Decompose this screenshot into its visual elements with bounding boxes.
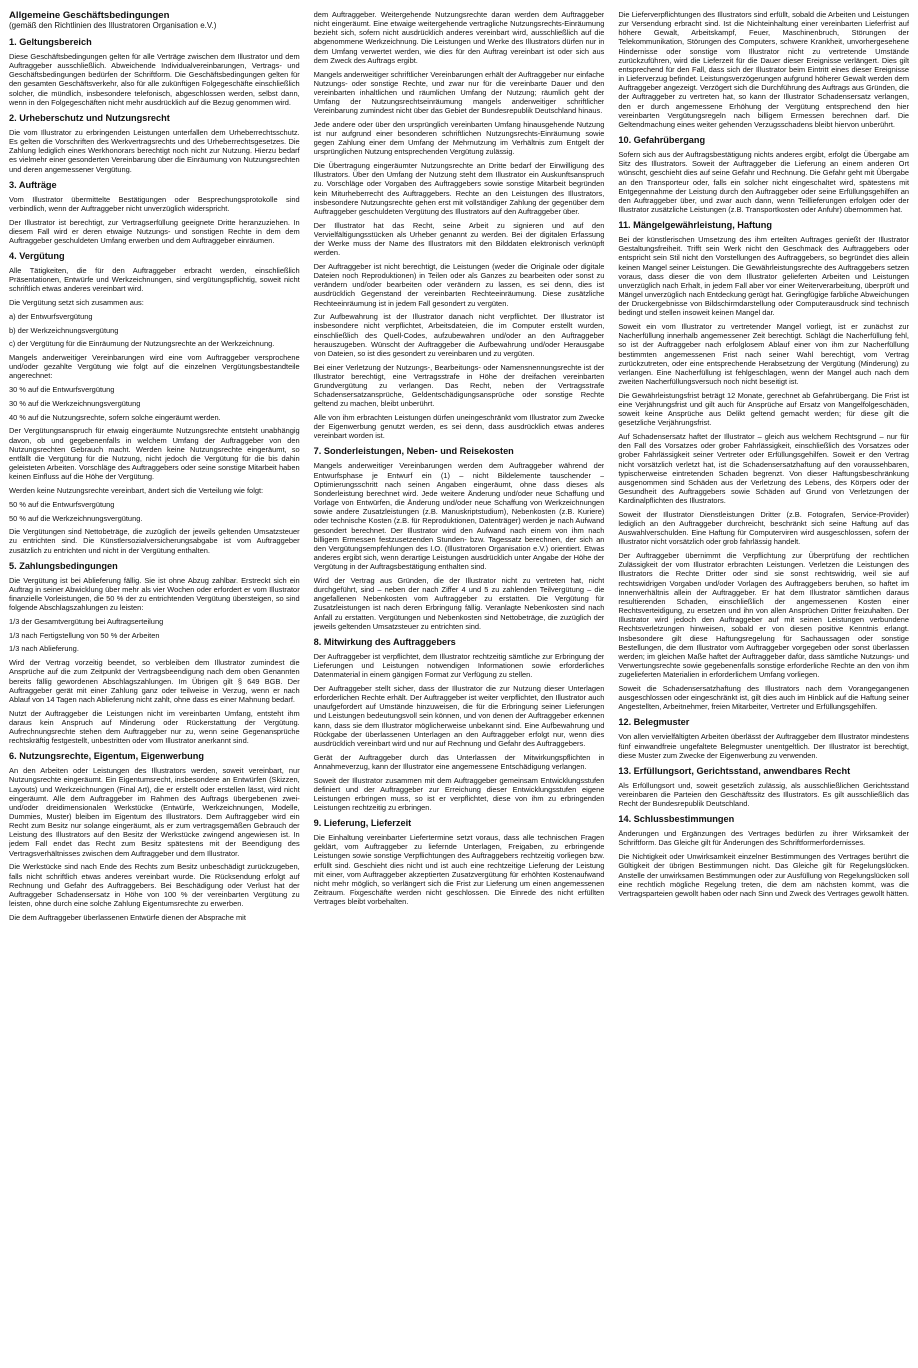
section-paragraph: 1/3 nach Ablieferung. <box>9 644 79 654</box>
section-paragraph: Nutzt der Auftraggeber die Leistungen nicht im vereinbarten Umfang, entsteht ihm daraus kein Anspruch auf Minderung oder Rückerstattung der Vergütung. Aufrechnungsrechte stehen dem Auftraggeber nur zu, wenn seine Gegenansprüche rechtskräftig festgestellt, unbestritten oder vom Illustrator anerkannt sind. <box>9 708 300 746</box>
section-heading: 4. Vergütung <box>9 251 65 262</box>
section-paragraph: Der Auftraggeber übernimmt die Verpflichtung zur Überprüfung der rechtlichen Zulässigkeit der vom Illustrator erbrachten Leistungen. Verletzen die Leistungen des Illustrators die Rechte Dritter oder sind sie sonst rechtswidrig, weil sie auf rechtswidrigen Vorgaben und/oder Vorlagen des Auftraggebers beruhen, so haftet im Innenverhältnis allein der Auftraggeber. Er hat dem Illustrator sämtlichen daraus resultierenden Schaden, einschließlich der angemessenen Kosten einer Rechtsverteidigung, zu ersetzen und ihn von allen Ansprüchen Dritter freizuhalten. Der Illustrator wird jedoch den Auftraggeber auf mit seinen Leistungen verbundene Rechtsverletzungen hinweisen, sobald er von diesen positive Kenntnis erlangt. Insbesondere gilt diese Haftungsregelung für Sachaussagen oder sonstige Bestellungen, die dem Illustrator vom Auftraggeber vorgegeben oder sonst überlassen werden; im gleichen Maße haftet der Auftraggeber dafür, dass sämtliche Nutzungs- und Verwertungsrechte sowie gegebenenfalls sonstige erforderliche Rechte an den von ihm zugelieferten Materialien in erforderlichem Umfang vorliegen. <box>618 551 910 680</box>
section-paragraph: Mangels anderweitiger schriftlicher Vereinbarungen erhält der Auftraggeber nur einfache Nutzungs- oder sonstige Rechte, und zwar nur für die vereinbarte Dauer und den vereinbarten inhaltlichen und räumlichen Umfang der Nutzung; räumlich geht der Umfang der Nutzungsrechtseinräumung mangels anderweitiger schriftlicher Vereinbarung zumindest nicht über das Gebiet der Bundesrepublik Deutschland hinaus. <box>313 69 605 116</box>
section-paragraph: Die Werkstücke sind nach Ende des Rechts zum Besitz unbeschädigt zurückzugeben, falls nicht schriftlich etwas anderes vereinbart wurde. Die Rücksendung erfolgt auf Rechnung und Gefahr des Auftraggebers. Bei Beschädigung oder Verlust hat der Auftraggeber Schadensersatz in Höhe von 100 % der vereinbarten Vergütung zu leisten, ohne durch eine solche Zahlung Eigentumsrechte zu erwerben. <box>9 862 300 908</box>
section-paragraph: Alle von ihm erbrachten Leistungen dürfen uneingeschränkt vom Illustrator zum Zwecke der Eigenwerbung genutzt werden, es sei denn, dass ausdrücklich etwas anderes vereinbart worden ist. <box>313 413 605 441</box>
section-paragraph: Die Übertragung eingeräumter Nutzungsrechte an Dritte bedarf der Einwilligung des Illustrators. Über den Umfang der Nutzung steht dem Illustrator ein Auskunftsanspruch zu. Vorschläge oder Vorgaben des Auftraggebers sowie sonstige Mitarbeit begründen kein Miturheberrecht des Auftraggebers. Rechte an den Leistungen des Illustrators, insbesondere Nutzungsrechte gehen erst mit vollständiger Zahlung der gegenüber dem Auftraggeber geschuldeten Vergütung des Illustrators auf den Auftraggeber über. <box>313 161 605 216</box>
section-paragraph: Soweit die Schadensersatzhaftung des Illustrators nach dem Vorangegangenen ausgeschlossen oder eingeschränkt ist, gilt dies auch im Hinblick auf die Haftung seiner Angestellten, Arbeitnehmer, freien Mitarbeiter, Vertreter und Erfüllungsgehilfen. <box>618 683 910 712</box>
section-heading: 7. Sonderleistungen, Neben- und Reisekosten <box>313 446 514 457</box>
section-paragraph: Die Nichtigkeit oder Unwirksamkeit einzelner Bestimmungen des Vertrages berührt die Gültigkeit der übrigen Bestimmungen nicht. Das Gleiche gilt für Regelungslücken. Anstelle der unwirksamen Bestimmungen oder zur Ausfüllung von Regelungslücken soll eine rechtlich mögliche Regelung treten, die dem am nächsten kommt, was die Vertragsparteien gewollt haben oder nach Sinn und Zweck des Vertrages gewollt hätten. <box>618 852 910 898</box>
section-paragraph: An den Arbeiten oder Leistungen des Illustrators werden, soweit vereinbart, nur Nutzungsrechte eingeräumt. Ein Eigentumsrecht, insbesondere an Entwürfen (Skizzen, Layouts) und Werkzeichnungen (Final Art), die er erstellt oder erstellen lässt, wird nicht eingeräumt. Alle dem Auftraggeber im Rahmen des Auftrags übergebenen zwei- und/oder dreidimensionalen Werkstücke (Entwürfe, Werkzeichnungen, Modelle, Dummies, Muster) bleiben im Eigentum des Illustrators. Dem Auftraggeber wird ein Recht zum Besitz nur solange eingeräumt, als er zum vertragsgemäßen Gebrauch der Leistung des Illustrators auf den Besitz der Werkstücke zwingend angewiesen ist. In jedem Fall endet das Recht zum Besitz spätestens mit der Beendigung des Vertragsverhältnisses zwischen dem Auftraggeber und dem Illustrator. <box>9 766 300 858</box>
section-paragraph: Soweit der Illustrator Dienstleistungen Dritter (z.B. Fotografen, Service-Provider) lediglich an den Auftraggeber durchreicht, beschränkt sich seine Haftung auf das Auswahlverschulden. Eine Haftung für Computerviren wird ausgeschlossen, sofern der Illustrator nicht vorsätzlich oder grob fahrlässig handelt. <box>618 509 910 547</box>
section-paragraph: Die Vergütungen sind Nettobeträge, die zuzüglich der jeweils geltenden Umsatzsteuer zu entrichten sind. Die Künstlersozialversicherungsabgabe ist vom Auftraggeber zusätzlich zu entrichten und nicht in der Vergütung enthalten. <box>9 527 300 555</box>
section-paragraph: 50 % auf die Werkzeichnungsvergütung. <box>9 513 143 523</box>
section-paragraph: 50 % auf die Entwurfsvergütung <box>9 499 115 509</box>
section-paragraph: Auf Schadensersatz haftet der Illustrator – gleich aus welchem Rechtsgrund – nur für den Fall des Vorsatzes oder grober Fahrlässigkeit, einschließlich des Vorsatzes oder grober Fahrlässigkeit seiner Vertreter oder Erfüllungsgehilfen. Soweit er den Vertrag nicht vorsätzlich verletzt hat, ist die Schadensersatzhaftung auf den voraussehbaren, typischerweise eintretenden Schaden begrenzt. Von dieser Haftungsbeschränkung ausgenommen sind Schäden aus der Verletzung des Lebens, des Körpers oder der Gesundheit des Auftraggebers sowie Schäden auf Grund von Verletzungen der Kardinalpflichten des Illustrators. <box>618 432 910 506</box>
section-paragraph: Vom Illustrator übermittelte Bestätigungen oder Besprechungsprotokolle sind verbindlich, wenn der Auftraggeber nicht unverzüglich widerspricht. <box>9 194 300 213</box>
section-heading: 5. Zahlungsbedingungen <box>9 560 118 571</box>
section-paragraph: Werden keine Nutzungsrechte vereinbart, ändert sich die Verteilung wie folgt: <box>9 486 264 495</box>
column-3 <box>618 10 909 1362</box>
column-container <box>9 10 909 1362</box>
section-paragraph: Der Illustrator hat das Recht, seine Arbeit zu signieren und auf den Vervielfältigungsstücken als Urheber genannt zu werden. Bei der digitalen Erfassung der Werke muss der Name des Illustrators mit den Bilddaten elektronisch verknüpft werden. <box>313 220 605 258</box>
section-paragraph: Sofern sich aus der Auftragsbestätigung nichts anderes ergibt, erfolgt die Übergabe am Sitz des Illustrators. Soweit der Auftraggeber die Lieferung an einem anderen Ort wünscht, geschieht dies auf seine Gefahr und Rechnung. Die Gefahr geht mit Übergabe an den Transporteur oder, falls ein solcher nicht eingeschaltet wird, spätestens mit Entgegennahme der Leistung durch den Auftraggeber oder seine Erfüllungsgehilfen an den Auftraggeber über, und zwar auch dann, wenn Teillieferungen erfolgen oder der Illustrator zusätzliche Leistungen (z.B. Transportkosten oder Anfuhr) übernommen hat. <box>618 150 910 214</box>
section-heading: 11. Mängelgewährleistung, Haftung <box>618 220 773 231</box>
section-paragraph: Die Gewährleistungsfrist beträgt 12 Monate, gerechnet ab Gefahrübergang. Die Frist ist eine Verjährungsfrist und gilt auch für Ansprüche auf Ersatz von Mangelfolgeschäden, soweit keine Ansprüche aus Delikt geltend gemacht werden; für diese gilt die gesetzliche Verjährungsfrist. <box>618 390 910 428</box>
document-subtitle: (gemäß den Richtlinien des Illustratoren Organisation e.V.) <box>9 21 217 30</box>
section-heading: 3. Aufträge <box>9 179 57 190</box>
section-paragraph: Jede andere oder über den ursprünglich vereinbarten Umfang hinausgehende Nutzung ist nur aufgrund einer besonderen schriftlichen Nutzungsrechts-Einräumung sowie gegen Zahlung einer dem Umfang der Mehrnutzung im Verhältnis zum Entgelt der ursprünglichen Nutzung entsprechenden Vergütung zulässig. <box>313 119 605 157</box>
section-paragraph: Die Einhaltung vereinbarter Liefertermine setzt voraus, dass alle technischen Fragen geklärt, vom Auftraggeber zu liefernde Unterlagen, Freigaben, zu erbringende Leistungen sowie sonstige Verpflichtungen des Auftraggebers rechtzeitig vorliegen bzw. erfüllt sind. Geschieht dies nicht und ist auch eine rechtzeitige Lieferung der Leistung mit einer, vom Auftraggeber akzeptierten Zusatzvergütung für erhöhten Kostenaufwand nicht mehr möglich, so verlängert sich die Frist zur Lieferung um einen angemessenen Zeitraum. Fixgeschäfte werden nicht geschlossen. Die Einrede des nicht erfüllten Vertrages bleibt vorbehalten. <box>313 833 605 907</box>
document-title: Allgemeine Geschäftsbedingungen <box>9 10 170 21</box>
section-heading: 10. Gefahrübergang <box>618 135 706 146</box>
section-heading: 2. Urheberschutz und Nutzungsrecht <box>9 112 170 123</box>
section-paragraph: Die dem Auftraggeber überlassenen Entwürfe dienen der Absprache mit <box>9 912 246 922</box>
section-paragraph: c) der Vergütung für die Einräumung der Nutzungsrechte an der Werkzeichnung. <box>9 339 275 349</box>
section-paragraph: Änderungen und Ergänzungen des Vertrages bedürfen zu ihrer Wirksamkeit der Schriftform. Das Gleiche gilt für Änderungen des Schriftformerfordernisses. <box>618 829 910 848</box>
section-paragraph: dem Auftraggeber. Weitergehende Nutzungsrechte daran werden dem Auftraggeber nicht eingeräumt. Eine etwaige weitergehende vertragliche Nutzungsrechts-Einräumung bezieht sich, sofern nicht ausdrücklich anderes vereinbart wird, ausschließlich auf die abgenommene Werkzeichnung. Die Leistungen und Werke des Illustrators dürfen nur in dem Umfang verwertet werden, wie dies für den Auftrag vereinbart ist oder sich aus dem Zweck des Auftrags ergibt. <box>313 10 605 65</box>
section-paragraph: Soweit ein vom Illustrator zu vertretender Mangel vorliegt, ist er zunächst zur Nacherfüllung innerhalb angemessener Zeit berechtigt. Schlägt die Nacherfüllung fehl, so ist der Auftraggeber nach erfolglosem Ablauf einer von ihm zur Nacherfüllung bestimmten angemessenen Frist nach seiner Wahl berechtigt, vom Vertrag zurückzutreten, oder eine entsprechende Herabsetzung der Vergütung (Minderung) zu verlangen. Eine Nacherfüllung ist fehlgeschlagen, wenn der Mangel auch nach dem zweiten Nacherfüllungsversuch noch nicht beseitigt ist. <box>618 322 910 387</box>
section-paragraph: Mangels anderweitiger Vereinbarungen werden dem Auftraggeber während der Entwurfsphase je Entwurf ein (1) – nicht Bildelemente tauschender – Optimierungsschritt nach seinen Angaben eingeräumt, ohne dass dieses als Sonderleistung berechnet wird. Jede weitere Änderung und/oder neue Schaffung und Vorlage von Entwürfen, die Änderung und/oder neue Schaffung von Werkzeichnungen sowie andere Zusatzleistungen (z.B. Manuskriptstudium), Nebenkosten (z.B. Kuriere) oder technische Kosten (z.B. für Reproduktionen, Datenträger) werden je nach Aufwand gesondert berechnet. Der Illustrator wird den Aufwand nach einem von ihm nach billigem Ermessen festzusetzenden Stunden- bzw. Tagessatz berechnen, der sich an den Vergütungsempfehlungen des I.O. (Illustratoren Organisation e.V.) orientiert. Etwas anderes ergibt sich, wenn derartige Leistungen ausdrücklich unter Angabe der Höhe der Vergütung in der Auftragsbestätigung enthalten sind. <box>313 461 605 572</box>
section-paragraph: Bei einer Verletzung der Nutzungs-, Bearbeitungs- oder Namensnennungsrechte ist der Illustrator berechtigt, eine Vertragsstrafe in Höhe der dreifachen vereinbarten Grundvergütung zu verlangen. Das Recht, neben der Vertragsstrafe Schadensersatzansprüche, Geldentschädigungsansprüche oder sonstige Rechte geltend zu machen, bleibt unberührt. <box>313 362 605 409</box>
section-paragraph: Zur Aufbewahrung ist der Illustrator danach nicht verpflichtet. Der Illustrator ist insbesondere nicht verpflichtet, Arbeitsdateien, die im Computer erstellt wurden, einschließlich des Quell-Codes, aufzubewahren und/oder an den Auftraggeber herauszugeben. Wünscht der Auftraggeber die Aufbewahrung und/oder Herausgabe von Dateien, so ist dies gesondert zu vereinbaren und zu vergüten. <box>313 312 605 358</box>
section-paragraph: Der Vergütungsanspruch für etwaig eingeräumte Nutzungsrechte entsteht unabhängig davon, ob und gegebenenfalls in welchem Umfang der Auftraggeber von den Nutzungsrechten Gebrauch macht. Werden keine Nutzungsrechte eingeräumt, so entfällt die Vergütung für die Nutzung, nicht jedoch die Vergütung für die bis dahin geleisteten Arbeiten. Vorschläge des Auftraggebers oder seine sonstige Mitarbeit haben keinen Einfluss auf die Höhe der Vergütung. <box>9 426 300 482</box>
section-paragraph: Alle Tätigkeiten, die für den Auftraggeber erbracht werden, einschließlich Präsentationen, Entwürfe und Werkzeichnungen, sind vergütungspflichtig, soweit nicht schriftlich etwas anderes vereinbart wird. <box>9 266 300 294</box>
section-paragraph: Der Auftraggeber ist verpflichtet, dem Illustrator rechtzeitig sämtliche zur Erbringung der Lieferungen und Leistungen notwendigen Informationen sowie erforderliches Datenmaterial in einem gängigen Format zur Verfügung zu stellen. <box>313 651 605 680</box>
section-heading: 12. Belegmuster <box>618 717 690 728</box>
section-paragraph: Wird der Vertrag vorzeitig beendet, so verbleiben dem Illustrator zumindest die Ansprüche auf die zum Zeitpunkt der Vertragsbeendigung nach dem oben Genannten bereits fällig gewordenen Abschlagszahlungen. Im Übrigen gilt § 649 BGB. Der Auftraggeber gerät mit einer Zahlung ganz oder teilweise in Verzug, wenn er nach Ablauf von 14 Tagen nach Ablieferung nicht zahlt, ohne dass es einer Mahnung bedarf. <box>9 658 300 704</box>
section-paragraph: Gerät der Auftraggeber durch das Unterlassen der Mitwirkungspflichten in Annahmeverzug, kann der Illustrator eine angemessene Entschädigung verlangen. <box>313 752 605 771</box>
section-paragraph: Die Vergütung ist bei Ablieferung fällig. Sie ist ohne Abzug zahlbar. Erstreckt sich ein Auftrag in seiner Abwicklung über mehr als vier Wochen oder erfordert er vom Illustrator finanzielle Vorleistungen, die 50 % der zu entrichtenden Vergütung übersteigen, so sind folgende Abschlagszahlungen zu leisten: <box>9 575 300 613</box>
section-paragraph: 1/3 der Gesamtvergütung bei Auftragserteilung <box>9 616 164 626</box>
section-paragraph: Mangels anderweitiger Vereinbarungen wird eine vom Auftraggeber versprochene und/oder gezahlte Vergütung wie folgt auf die einzelnen Vergütungsbestandteile angerechnet: <box>9 353 300 381</box>
column-2 <box>314 10 605 1362</box>
section-paragraph: Die Lieferverpflichtungen des Illustrators sind erfüllt, sobald die Arbeiten und Leistungen zur Versendung erbracht sind. Ist die Nichteinhaltung einer vereinbarten Lieferfrist auf höhere Gewalt, Arbeitskampf, Feuer, Maschinenbruch, Störungen der Telekommunikation, Störungen des Computers, schwere Krankheit, unvorhergesehene Hindernisse oder sonstige vom Illustrator nicht zu vertretende Umstände zurückzuführen, wird die Lieferzeit für die Dauer dieser Ereignisse verlängert. Dies gilt entsprechend für den Fall, dass sich der Illustrator beim Eintritt eines dieser Ereignisse in Lieferverzug befindet. Leistungsverzögerungen aufgrund höherer Gewalt werden dem Auftraggeber angezeigt. Verzögert sich die Durchführung des Auftrags aus Gründen, die der Auftraggeber zu vertreten hat, so kann der Illustrator Schadensersatz verlangen, den er durch angemessene Erhöhung der Vergütung entsprechend den hier vereinbarten Vergütungsregeln nach billigem Ermessen berechnen darf. Die Geltendmachung eines weiter gehenden Verzugsschadens bleibt hiervon unberührt. <box>618 10 910 129</box>
section-heading: 8. Mitwirkung des Auftraggebers <box>313 636 456 647</box>
section-paragraph: Der Auftraggeber ist nicht berechtigt, die Leistungen (weder die Originale oder digitale Dateien noch Reproduktionen) in Teilen oder als Ganzes zu bearbeiten oder sonst zu verändern und/oder bearbeiten oder verändern zu lassen, es sei denn, dies ist ausdrücklich Gegenstand der vereinbarten Rechteeinräumung. Diese zusätzliche Rechteeinräumung ist in jedem Fall gesondert zu vergüten. <box>313 261 605 308</box>
section-paragraph: b) der Werkzeichnungsvergütung <box>9 325 119 335</box>
section-paragraph: 40 % auf die Nutzungsrechte, sofern solche eingeräumt werden. <box>9 412 221 422</box>
section-paragraph: 30 % auf die Werkzeichnungsvergütung <box>9 398 141 408</box>
section-paragraph: a) der Entwurfsvergütung <box>9 311 93 321</box>
section-paragraph: 30 % auf die Entwurfsvergütung <box>9 385 115 395</box>
section-paragraph: Der Illustrator ist berechtigt, zur Vertragserfüllung geeignete Dritte heranzuziehen. In diesem Fall wird er deren etwaige Nutzungs- und sonstigen Rechte in dem dem Auftraggeber geschuldeten Umfang erwerben und dem Auftraggeber einräumen. <box>9 217 300 245</box>
section-paragraph: Der Auftraggeber stellt sicher, dass der Illustrator die zur Nutzung dieser Unterlagen erforderlichen Rechte erhält. Der Auftraggeber ist weiter verpflichtet, den Illustrator auch unaufgefordert auf Umstände hinzuweisen, die für die Erbringung seiner Lieferungen und Leistungen bedeutungsvoll sein können, und von denen der Auftraggeber erkennen kann, dass sie dem Illustrator möglicherweise unbekannt sind. Eine Aufbewahrung und Rückgabe der überlassenen Unterlagen an den Auftraggeber erfolgt nur, wenn dies ausdrücklich vereinbart wird und nur auf Rechnung und Gefahr des Auftraggebers. <box>313 683 605 748</box>
section-heading: 1. Geltungsbereich <box>9 37 92 47</box>
section-heading: 6. Nutzungsrechte, Eigentum, Eigenwerbung <box>9 751 204 762</box>
section-paragraph: Soweit der Illustrator zusammen mit dem Auftraggeber gemeinsam Entwicklungsstufen definiert und der Auftraggeber zur Erreichung dieser Entwicklungsstufen eigene Leistungen erbringen muss, so ist er verpflichtet, diese von ihm zu erbringenden Leistungen rechtzeitig zu erbringen. <box>313 775 605 812</box>
section-paragraph: Als Erfüllungsort und, soweit gesetzlich zulässig, als ausschließlichen Gerichtsstand vereinbaren die Parteien den Geschäftssitz des Illustrators. Es gilt ausschließlich das Recht der Bundesrepublik Deutschland. <box>618 780 910 809</box>
section-paragraph: Diese Geschäftsbedingungen gelten für alle Verträge zwischen dem Illustrator und dem Auftraggeber ausschließlich. Abweichende Individualvereinbarungen, Vertrags- und Geschäftsbedingungen bedürfen der Schriftform. Die Geschäftsbedingungen gelten für den gesamten Geschäftsverkehr, also für alle zukünftigen Folgegeschäfte einschließlich solcher, die mündlich, insbesondere telefonisch, abgeschlossen werden, selbst dann, wenn in den Folgegeschäften nicht mehr ausdrücklich auf die Bezug genommen wird. <box>9 52 300 107</box>
section-paragraph: 1/3 nach Fertigstellung von 50 % der Arbeiten <box>9 630 160 640</box>
section-paragraph: Wird der Vertrag aus Gründen, die der Illustrator nicht zu vertreten hat, nicht durchgeführt, sind – neben der nach Ziffer 4 und 5 zu zahlenden Teilvergütung – die angefallenen Nebenkosten vom Auftraggeber zu erstatten. Die Vergütung für Zusatzleistungen ist nach deren Erbringung fällig. Veranlagte Nebenkosten sind nach Anfall zu erstatten. Vergütungen und Nebenkosten sind Nettobeträge, die zuzüglich der jeweils geltenden Umsatzsteuer zu entrichten sind. <box>313 575 605 631</box>
section-paragraph: Die Vergütung setzt sich zusammen aus: <box>9 298 144 308</box>
section-heading: 14. Schlussbestimmungen <box>618 814 735 825</box>
column-1 <box>9 10 300 1362</box>
section-heading: 9. Lieferung, Lieferzeit <box>313 818 412 829</box>
section-paragraph: Bei der künstlerischen Umsetzung des ihm erteilten Auftrages genießt der Illustrator Gestaltungsfreiheit. Trifft sein Werk nicht den Geschmack des Auftraggebers oder entspricht sein Stil nicht den Vorstellungen des Auftraggebers, so begründet dies allein keinen Mangel seiner Leistungen. Die Gewährleistungsrechte des Auftraggebers setzen voraus, dass dieser die von dem Illustrator gelieferten Arbeiten und Leistungen unverzüglich nach Erhalt, in jedem Fall aber vor einer Weiterverarbeitung, überprüft und Mängel unverzüglich nach Entdeckung gerügt hat. Geringfügige farbliche Abweichungen der Druckergebnisse von Bildschirmdarstellung oder Computerausdruck sind technisch bedingt und stellen insoweit keinen Mangel dar. <box>618 235 910 318</box>
section-paragraph: Die vom Illustrator zu erbringenden Leistungen unterfallen dem Urheberrechtsschutz. Es gelten die Vorschriften des Werkvertragsrechts und des Urheberrechtsgesetzes. Die Zahlung lediglich eines Werkhonorars berechtigt noch nicht zur Nutzung. Hierzu bedarf es vielmehr einer gesonderten Vereinbarung über die Einräumung von Nutzungsrechten und deren angemessener Vergütung. <box>9 127 300 174</box>
section-paragraph: Von allen vervielfältigten Arbeiten überlässt der Auftraggeber dem Illustrator mindestens fünf einwandfreie ungefaltete Belegmuster unentgeltlich. Der Illustrator ist berechtigt, diese Muster zum Zwecke der Eigenwerbung zu verwenden. <box>618 732 910 760</box>
section-heading: 13. Erfüllungsort, Gerichtsstand, anwendbares Recht <box>618 765 851 776</box>
